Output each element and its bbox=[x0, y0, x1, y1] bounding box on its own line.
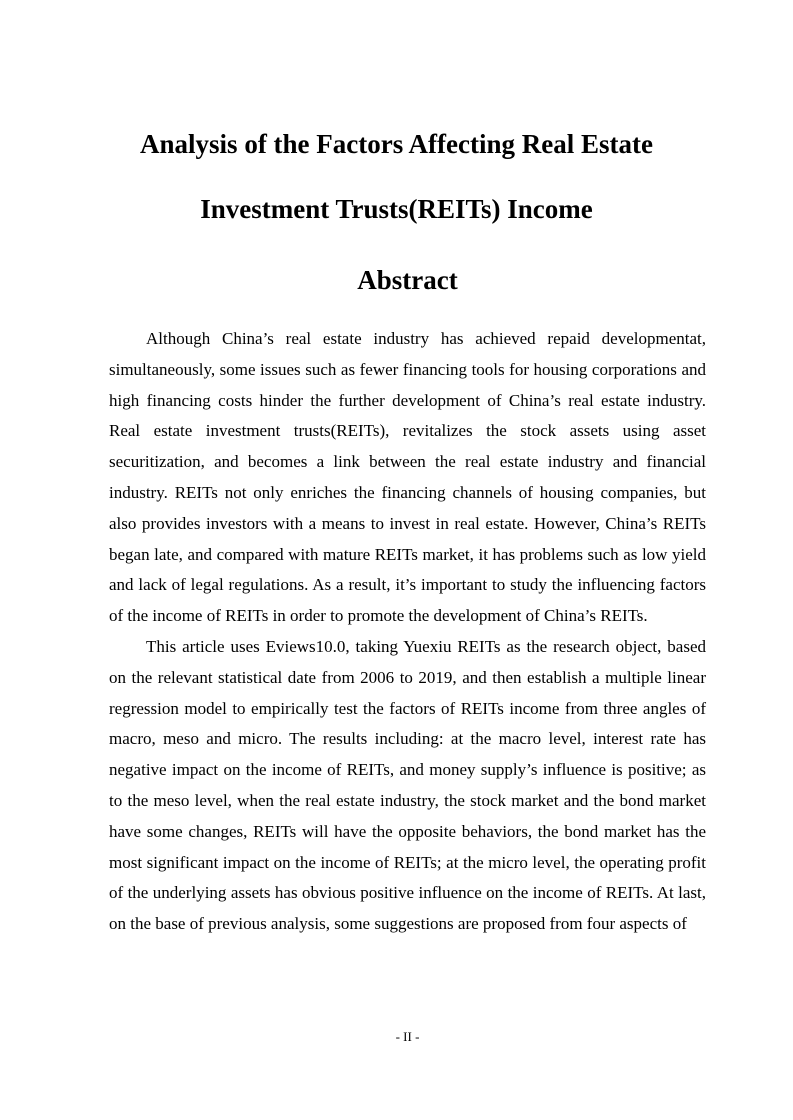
page-number: - II - bbox=[395, 1029, 420, 1044]
abstract-body bbox=[109, 324, 706, 940]
abstract-paragraph-1: Although China’s real estate industry has achieved repaid developmentat, simultaneously, some issues such as fewer financing tools for housing corporations and high financing costs hinder the further development of China’s real estate industry. Real estate investment trusts(REITs), revitalizes the stock assets using asset securitization, and becomes a link between the real estate industry and financial industry. REITs not only enriches the financing channels of housing companies, but also provides investors with a means to invest in real estate. However, China’s REITs began late, and compared with mature REITs market, it has problems such as low yield and lack of legal regulations. As a result, it’s important to study the influencing factors of the income of REITs in order to promote the development of China’s REITs. bbox=[109, 329, 706, 626]
abstract-heading: Abstract bbox=[357, 265, 458, 295]
paper-title-line-1: Analysis of the Factors Affecting Real Estate bbox=[140, 129, 653, 159]
abstract-paragraph-2: This article uses Eviews10.0, taking Yuexiu REITs as the research object, based on the relevant statistical date from 2006 to 2019, and then establish a multiple linear regression model to empirically test the factors of REITs income from three angles of macro, meso and micro. The results including: at the macro level, interest rate has negative impact on the income of REITs, and money supply’s influence is positive; as to the meso level, when the real estate industry, the stock market and the bond market have some changes, REITs will have the opposite behaviors, the bond market has the most significant impact on the income of REITs; at the micro level, the operating profit of the underlying assets has obvious positive influence on the income of REITs. At last, on the base of previous analysis, some suggestions are proposed from four aspects of bbox=[109, 636, 706, 934]
paper-title-line-2: Investment Trusts(REITs) Income bbox=[200, 194, 593, 224]
